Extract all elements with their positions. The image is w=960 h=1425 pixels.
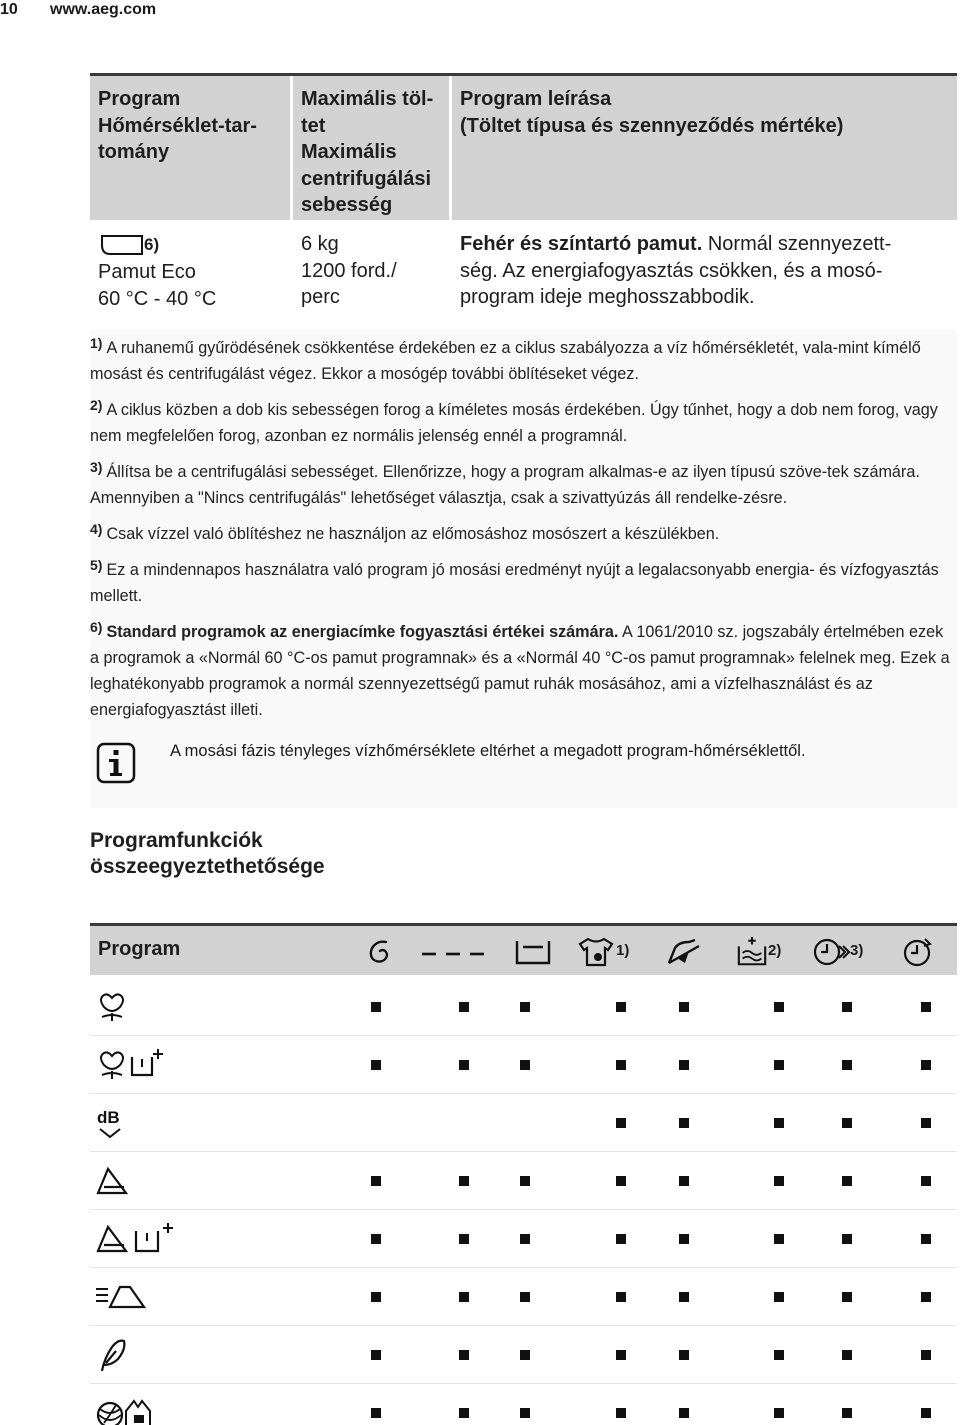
compat-mark [774,1292,784,1302]
iron-icon [665,936,705,968]
row-cotton [90,978,957,1036]
program-name-cell [90,223,290,327]
compat-mark [679,1002,689,1012]
compat-mark [842,1350,852,1360]
info-box [90,734,957,794]
delay-start-icon [898,936,938,968]
column-sup-3: 3) [850,942,864,959]
compat-mark [371,1292,381,1302]
compat-mark [371,1002,381,1012]
compat-mark [616,1234,626,1244]
compat-mark [921,1350,931,1360]
footnote-2: $^{2)}$ A ciklus közben a dob kis sebességen forog a kíméletes mosás érdekében. Úgy tűnhet, hogy a dob nem forog, vagy nem megfelelően forog, azonban ez normális jelenség ennél a programnál. [90,397,938,445]
compat-mark [520,1234,530,1244]
compat-mark [774,1118,784,1128]
cotton-tub-icon [100,233,144,257]
compat-mark [371,1234,381,1244]
column-sup-1: 1) [616,942,630,959]
compat-mark [679,1060,689,1070]
footnote-1: $^{1)}$ A ruhanemű gyűrödésének csökkentése érdekében ez a ciklus szabályozza a víz hőmérsékletét, vala-mint kímélő mosást és centrifugálást végez. Ekkor a mosógép további öblítéseket végez. [90,335,921,383]
compat-mark [520,1292,530,1302]
row-quiet [90,1094,957,1152]
compat-mark [371,1408,381,1418]
page-number: 10 [0,1,18,18]
compat-mark [679,1234,689,1244]
cotton-flower-icon [94,989,130,1025]
spin-icon [362,936,402,968]
description-cell: Fehér és színtartó pamut. Normál szennyezett- ség. Az energiafogyasztás csökken, és a mosó- program ideje meghosszabbodik. [449,223,957,327]
compat-mark [921,1176,931,1186]
compat-mark [921,1292,931,1302]
compat-mark [371,1350,381,1360]
program-table [90,73,957,327]
program-row-cotton-eco [90,223,957,327]
footnote-5: $^{5)}$ Ez a mindennapos használatra való program jó mosási eredményt nyújt a legalacsonyabb energia- és vízfogyasztás mellett. [90,557,939,605]
program-table-header [90,76,957,223]
compat-mark [842,1002,852,1012]
compat-mark [842,1060,852,1070]
svg-text:dB: dB [97,1108,120,1127]
delicates-feather-icon [94,1337,130,1373]
wool-handwash-icon [94,1395,154,1425]
compat-mark [921,1060,931,1070]
compat-mark [459,1234,469,1244]
synthetics-icon [94,1163,130,1199]
compat-mark [616,1118,626,1128]
compat-mark [371,1176,381,1186]
easy-iron-icon [94,1279,150,1315]
compat-rows [90,978,957,1425]
compat-mark [459,1176,469,1186]
program-name: Pamut Eco [98,261,196,283]
compat-mark [842,1176,852,1186]
compat-mark [921,1234,931,1244]
row-easy-iron [90,1268,957,1326]
compat-header-label: Program [98,938,181,960]
compat-mark [774,1176,784,1186]
compat-mark [679,1350,689,1360]
compat-mark [774,1234,784,1244]
compat-table [90,923,957,1425]
dashes-icon [420,936,488,968]
compat-mark [679,1118,689,1128]
header-load-spin: Maximális töl- tet Maximális centrifugálási sebesség [290,76,449,220]
website-link[interactable]: www.aeg.com [50,1,157,18]
footnote-3: $^{3)}$ Állítsa be a centrifugálási sebességet. Ellenőrizze, hogy a program alkalmas-e az ilyen típusú szöve-tek számára. Amennyiben a "Nincs centrifugálás" lehetőséget választja, csak a szivattyúzás áll rendelke-zésre. [90,459,920,507]
quiet-db-icon [94,1105,130,1141]
compat-mark [520,1060,530,1070]
footnote-ref: 6) [144,234,160,254]
section-title: Programfunkciók összeegyeztethetősége [90,829,325,878]
compat-mark [520,1176,530,1186]
compat-mark [774,1060,784,1070]
info-text: A mosási fázis tényleges vízhőmérséklete eltérhet a megadott program-hőmérséklettől. [170,742,806,760]
spin-speed: 1200 ford./ [301,259,397,282]
compat-mark [520,1002,530,1012]
compat-mark [371,1060,381,1070]
row-delicates [90,1326,957,1384]
info-icon [96,742,136,784]
compat-mark [679,1176,689,1186]
compat-mark [921,1002,931,1012]
footnote-6: $^{6)}$ Standard programok az energiacímke fogyasztási értékei számára. A 1061/2010 sz. jogszabály értelmében ezek a programok a «Normál 60 °C-os pamut programnak» és a «Normál 40 °C-os pamut programnak» felelnek meg. Ezek a leghatékonyabb programok a normál szennyezettségű pamut ruhák mosásához, ami a vízfelhasználást és az energiafogyasztást illeti. [90,619,950,719]
compat-mark [616,1408,626,1418]
compat-mark [921,1118,931,1128]
cotton-prewash-icon [94,1047,166,1083]
footnote-4: $^{4)}$ Csak vízzel való öblítéshez ne használjon az előmosáshoz mosószert a készülékben. [90,521,720,543]
compat-mark [774,1002,784,1012]
compat-mark [616,1176,626,1186]
compat-mark [520,1408,530,1418]
temp-range: 60 °C - 40 °C [98,287,217,310]
row-wool [90,1384,957,1425]
compat-mark [921,1408,931,1418]
compat-mark [459,1292,469,1302]
max-load: 6 kg [301,233,339,255]
synthetics-prewash-icon [94,1221,178,1257]
compat-mark [459,1350,469,1360]
row-synthetics-prewash [90,1210,957,1268]
header-description: Program leírása (Töltet típusa és szennyeződés mértéke) [449,76,957,220]
prewash-icon [732,936,772,968]
shirt-stain-icon [576,936,616,968]
row-synthetics [90,1152,957,1210]
header-program-temp: Program Hőmérséklet-tar- tomány [90,76,290,220]
footnotes-section [90,330,957,808]
compat-mark [520,1350,530,1360]
compat-mark [842,1408,852,1418]
compat-mark [616,1350,626,1360]
load-spin-cell: 6 kg 1200 ford./ perc [290,223,449,327]
compat-mark [842,1118,852,1128]
compat-mark [459,1408,469,1418]
compat-mark [616,1002,626,1012]
compat-mark [616,1292,626,1302]
compat-mark [842,1292,852,1302]
compat-mark [679,1408,689,1418]
column-sup-2: 2) [768,942,782,959]
compat-mark [616,1060,626,1070]
compat-mark [842,1234,852,1244]
compat-mark [679,1292,689,1302]
compat-mark [459,1060,469,1070]
rinse-hold-icon [513,936,553,968]
time-save-icon [812,936,852,968]
compat-table-header [90,926,957,978]
row-cotton-prewash [90,1036,957,1094]
compat-mark [459,1002,469,1012]
compat-mark [774,1408,784,1418]
compat-mark [774,1350,784,1360]
